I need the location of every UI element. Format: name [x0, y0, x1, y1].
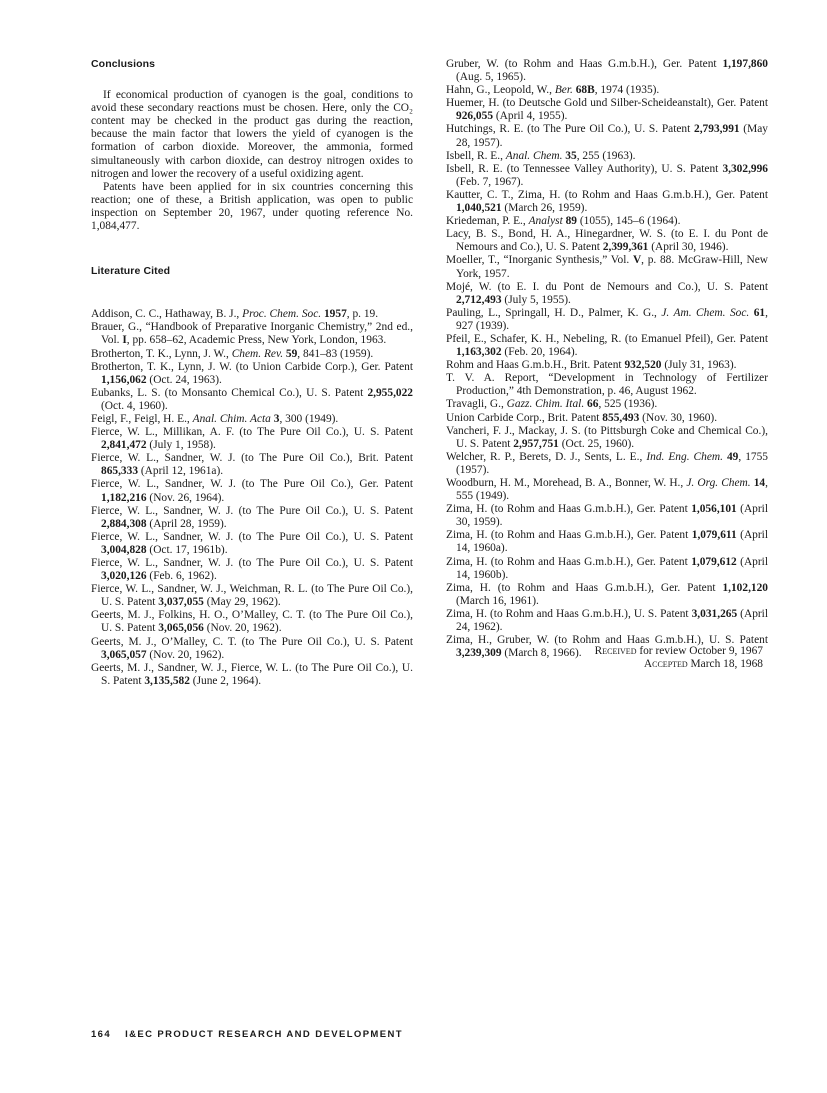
- accepted-line: [540, 658, 763, 671]
- reference-entry: Lacy, B. S., Bond, H. A., Hinegardner, W. S. (to E. I. du Pont de Nemours and Co.), U. S. Patent 2,399,361 (April 30, 1946).: [446, 228, 768, 254]
- conclusions-heading: Conclusions: [91, 58, 156, 70]
- reference-entry: Zima, H. (to Rohm and Haas G.m.b.H.), Ger. Patent 1,102,120 (March 16, 1961).: [446, 581, 768, 607]
- journal-name: I&EC PRODUCT RESEARCH AND DEVELOPMENT: [125, 1029, 403, 1040]
- received-line: [540, 645, 763, 658]
- reference-entry: Zima, H., Gruber, W. (to Rohm and Haas G.m.b.H.), U. S. Patent 3,239,309 (March 8, 1966).: [446, 634, 768, 660]
- reference-entry: Hahn, G., Leopold, W., Ber. 68B, 1974 (1935).: [446, 84, 660, 97]
- accepted-label: Accepted: [643, 658, 688, 671]
- reference-entry: T. V. A. Report, “Development in Technology of Fertilizer Production,” 4th Demonstration, p. 46, August 1962.: [446, 372, 768, 398]
- reference-list-right: [446, 58, 768, 660]
- right-column: [446, 58, 768, 660]
- reference-entry: Moeller, T., “Inorganic Synthesis,” Vol. V, p. 88. McGraw-Hill, New York, 1957.: [446, 254, 768, 280]
- reference-entry: Kriedeman, P. E., Analyst 89 (1055), 145–6 (1964).: [446, 215, 681, 228]
- reference-entry: Travagli, G., Gazz. Chim. Ital. 66, 525 (1936).: [446, 398, 658, 411]
- reference-entry: Feigl, F., Feigl, H. E., Anal. Chim. Acta 3, 300 (1949).: [91, 412, 339, 425]
- reference-entry: Union Carbide Corp., Brit. Patent 855,493 (Nov. 30, 1960).: [446, 411, 718, 424]
- reference-entry: Kautter, C. T., Zima, H. (to Rohm and Haas G.m.b.H.), Ger. Patent 1,040,521 (March 26, 1959).: [446, 188, 768, 215]
- reference-entry: Isbell, R. E., Anal. Chem. 35, 255 (1963).: [446, 149, 636, 162]
- reference-entry: Zima, H. (to Rohm and Haas G.m.b.H.), Ger. Patent 1,079,612 (April 14, 1960b).: [446, 555, 768, 581]
- page-footer: [91, 1029, 403, 1040]
- reference-entry: Mojé, W. (to E. I. du Pont de Nemours and Co.), U. S. Patent 2,712,493 (July 5, 1955).: [446, 280, 768, 306]
- reference-entry: Fierce, W. L., Sandner, W. J. (to The Pure Oil Co.), U. S. Patent 3,004,828 (Oct. 17, 1961b).: [91, 530, 413, 556]
- reference-entry: Hutchings, R. E. (to The Pure Oil Co.), U. S. Patent 2,793,991 (May 28, 1957).: [446, 123, 768, 149]
- reference-entry: Pauling, L., Springall, H. D., Palmer, K. G., J. Am. Chem. Soc. 61, 927 (1939).: [446, 306, 768, 332]
- reference-entry: Zima, H. (to Rohm and Haas G.m.b.H.), Ger. Patent 1,056,101 (April 30, 1959).: [446, 503, 768, 529]
- reference-entry: Fierce, W. L., Millikan, A. F. (to The Pure Oil Co.), U. S. Patent 2,841,472 (July 1, 1958).: [91, 426, 413, 452]
- reference-entry: Huemer, H. (to Deutsche Gold und Silber-Scheideanstalt), Ger. Patent 926,055 (April 4, 1955).: [446, 97, 768, 123]
- reference-entry: Geerts, M. J., Sandner, W. J., Fierce, W. L. (to The Pure Oil Co.), U. S. Patent 3,135,582 (June 2, 1964).: [91, 661, 413, 687]
- received-label: Received: [594, 645, 637, 657]
- reference-entry: Woodburn, H. M., Morehead, B. A., Bonner, W. H., J. Org. Chem. 14, 555 (1949).: [446, 477, 768, 503]
- reference-entry: Geerts, M. J., O’Malley, C. T. (to The Pure Oil Co.), U. S. Patent 3,065,057 (Nov. 20, 1962).: [91, 635, 413, 661]
- received-date: for review October 9, 1967: [636, 645, 763, 657]
- reference-entry: Gruber, W. (to Rohm and Haas G.m.b.H.), Ger. Patent 1,197,860 (Aug. 5, 1965).: [446, 58, 768, 84]
- reference-entry: Fierce, W. L., Sandner, W. J. (to The Pure Oil Co.), Brit. Patent 865,333 (April 12, 1961a).: [91, 452, 413, 478]
- reference-entry: Brauer, G., “Handbook of Preparative Inorganic Chemistry,” 2nd ed., Vol. I, pp. 658–62, Academic Press, New York, London, 1963.: [91, 321, 413, 347]
- reference-entry: Addison, C. C., Hathaway, B. J., Proc. Chem. Soc. 1957, p. 19.: [91, 308, 379, 321]
- reference-entry: Zima, H. (to Rohm and Haas G.m.b.H.), U. S. Patent 3,031,265 (April 24, 1962).: [446, 607, 769, 634]
- reference-entry: Rohm and Haas G.m.b.H., Brit. Patent 932,520 (July 31, 1963).: [446, 359, 737, 372]
- reference-entry: Fierce, W. L., Sandner, W. J. (to The Pure Oil Co.), Ger. Patent 1,182,216 (Nov. 26, 1964).: [91, 478, 413, 504]
- accepted-date: March 18, 1968: [687, 658, 763, 671]
- conclusions-paragraph: If economical production of cyanogen is the goal, conditions to avoid these secondary reactions must be chosen. Here, only the CO₂ content may be checked in the product gas during the reaction, because the main factor that lowers the yield of cyanogen is the formation of carbon dioxide. Moreover, the ammonia, formed simultaneously with carbon dioxide, can destroy nitrogen oxides to nitrogen and lower the recovery of a useful oxidizing agent.: [91, 89, 413, 180]
- reference-entry: Fierce, W. L., Sandner, W. J. (to The Pure Oil Co.), U. S. Patent 3,020,126 (Feb. 6, 1962).: [91, 557, 413, 583]
- conclusions-paragraph: Patents have been applied for in six countries concerning this reaction; one of these, a British application, was open to public inspection on September 20, 1967, under quoting reference No. 1,084,477.: [91, 180, 413, 233]
- reference-entry: Fierce, W. L., Sandner, W. J., Weichman, R. L. (to The Pure Oil Co.), U. S. Patent 3,037,055 (May 29, 1962).: [91, 583, 413, 609]
- reference-entry: Welcher, R. P., Berets, D. J., Sents, L. E., Ind. Eng. Chem. 49, 1755 (1957).: [446, 450, 768, 476]
- reference-entry: Isbell, R. E. (to Tennessee Valley Authority), U. S. Patent 3,302,996 (Feb. 7, 1967).: [446, 162, 768, 188]
- left-column: [91, 58, 413, 688]
- literature-cited-heading: Literature Cited: [91, 265, 171, 278]
- reference-entry: Fierce, W. L., Sandner, W. J. (to The Pure Oil Co.), U. S. Patent 2,884,308 (April 28, 1959).: [91, 504, 413, 530]
- reference-entry: Vancheri, F. J., Mackay, J. S. (to Pittsburgh Coke and Chemical Co.), U. S. Patent 2,957,751 (Oct. 25, 1960).: [446, 424, 768, 450]
- page-number: 164: [91, 1029, 112, 1040]
- reference-entry: Eubanks, L. S. (to Monsanto Chemical Co.), U. S. Patent 2,955,022 (Oct. 4, 1960).: [91, 386, 413, 412]
- reference-entry: Geerts, M. J., Folkins, H. O., O’Malley, C. T. (to The Pure Oil Co.), U. S. Patent 3,065,056 (Nov. 20, 1962).: [91, 609, 413, 635]
- reference-entry: Brotherton, T. K., Lynn, J. W., Chem. Rev. 59, 841–83 (1959).: [91, 347, 374, 360]
- reference-entry: Zima, H. (to Rohm and Haas G.m.b.H.), Ger. Patent 1,079,611 (April 14, 1960a).: [446, 529, 768, 555]
- reference-entry: Pfeil, E., Schafer, K. H., Nebeling, R. (to Emanuel Pfeil), Ger. Patent 1,163,302 (Feb. 20, 1964).: [446, 332, 768, 359]
- reference-list-left: [91, 308, 413, 688]
- reference-entry: Brotherton, T. K., Lynn, J. W. (to Union Carbide Corp.), Ger. Patent 1,156,062 (Oct. 24, 1963).: [91, 360, 413, 386]
- received-accepted-note: [540, 645, 763, 671]
